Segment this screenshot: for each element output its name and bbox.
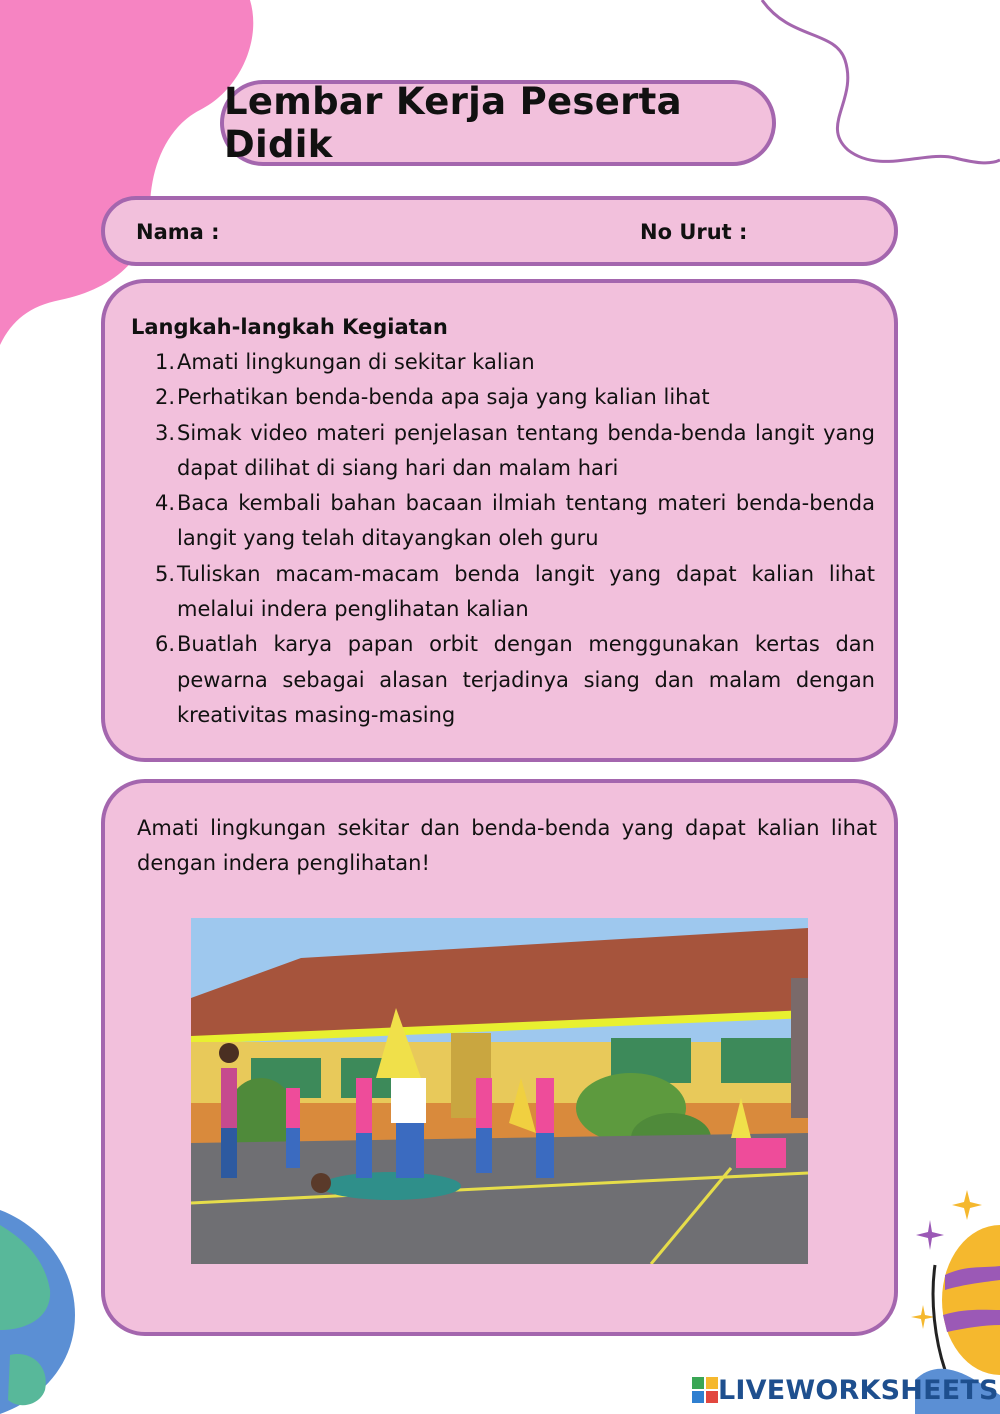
- step-number: 1.: [154, 350, 175, 374]
- identity-bar: [101, 196, 898, 266]
- liveworksheets-brand: [692, 1370, 999, 1410]
- list-item: [135, 345, 875, 380]
- step-text: Simak video materi penjelasan tentang benda-benda langit yang dapat dilihat di siang hari dan malam hari: [177, 420, 875, 480]
- steps-list: [135, 345, 875, 733]
- step-number: 2.: [154, 385, 175, 410]
- activity-steps-card: [101, 279, 898, 762]
- name-label: Nama :: [136, 220, 220, 244]
- list-item: [135, 627, 875, 733]
- step-text: Buatlah karya papan orbit dengan menggunakan kertas dan pewarna sebagai alasan terjadinya siang dan malam dengan kreativitas masing-masing: [177, 632, 875, 727]
- school-yard-photo: [191, 918, 808, 1264]
- list-item: [135, 416, 875, 487]
- wavy-line-decoration: [750, 0, 1000, 180]
- worksheet-title-banner: [220, 80, 776, 166]
- list-item: [135, 486, 875, 557]
- step-text: Tuliskan macam-macam benda langit yang dapat kalian lihat melalui indera penglihatan kalian: [177, 561, 875, 622]
- planet-left-decoration: [0, 1205, 80, 1414]
- steps-heading: Langkah-langkah Kegiatan: [131, 315, 448, 339]
- brand-text: LIVEWORKSHEETS: [718, 1374, 999, 1406]
- step-text: Perhatikan benda-benda apa saja yang kalian lihat: [177, 385, 710, 410]
- liveworksheets-logo-icon: [692, 1377, 718, 1403]
- step-text: Baca kembali bahan bacaan ilmiah tentang materi benda-benda langit yang telah ditayangkan oleh guru: [177, 491, 875, 551]
- step-number: 3.: [154, 420, 175, 445]
- list-item: [135, 557, 875, 628]
- list-item: [135, 380, 875, 415]
- page-title: Lembar Kerja Peserta Didik: [224, 80, 682, 166]
- step-number: 6.: [154, 632, 175, 657]
- step-number: 5.: [154, 561, 175, 586]
- number-label: No Urut :: [640, 220, 748, 244]
- step-number: 4.: [154, 491, 175, 516]
- observation-instruction: Amati lingkungan sekitar dan benda-benda yang dapat kalian lihat dengan indera penglihatan!: [137, 816, 877, 875]
- step-text: Amati lingkungan di sekitar kalian: [177, 350, 535, 374]
